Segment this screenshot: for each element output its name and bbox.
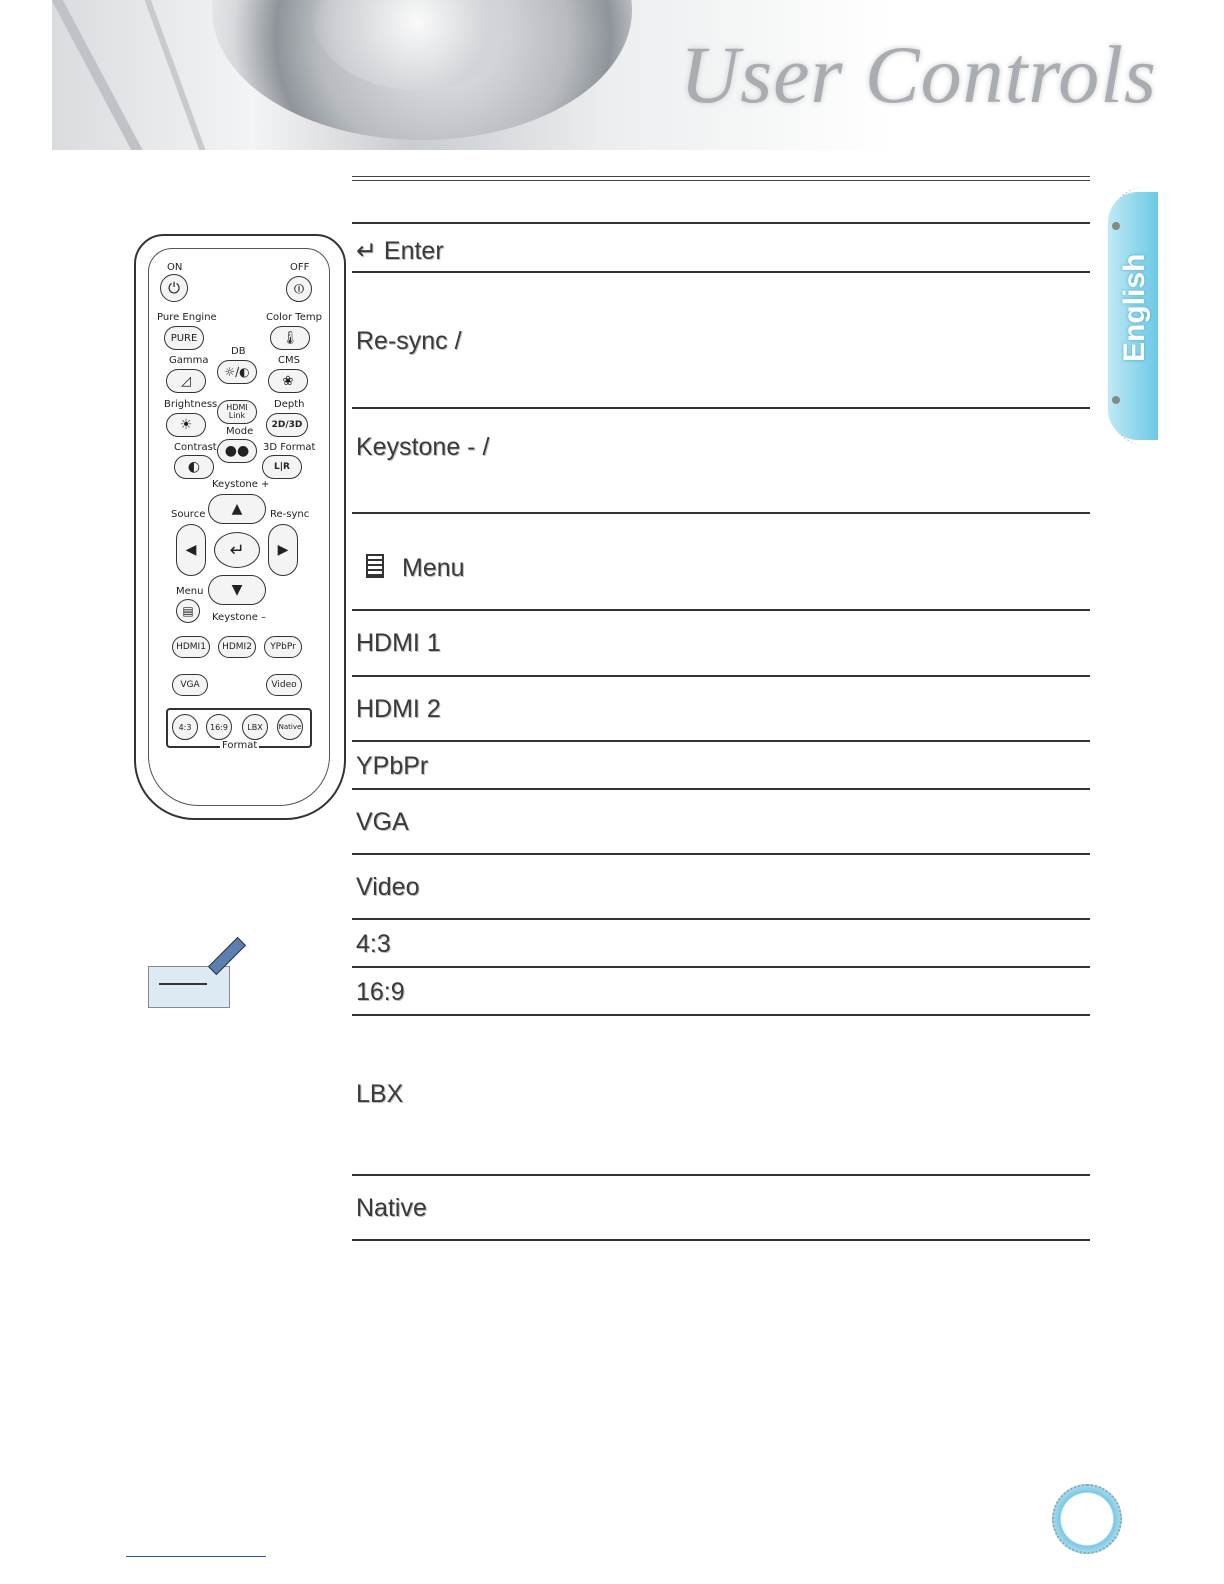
table-row-label: Video <box>356 873 420 901</box>
remote-button-4-3: 4:3 <box>172 714 198 740</box>
remote-label-contrast: Contrast <box>174 442 217 453</box>
table-row <box>352 271 1090 407</box>
arrow-up-icon: ▲ <box>208 494 266 524</box>
table-row <box>352 740 1090 788</box>
remote-button-pure: PURE <box>164 326 204 350</box>
table-row <box>352 512 1090 609</box>
contrast-icon: ◐ <box>174 455 214 479</box>
table-row <box>352 966 1090 1014</box>
table-row-label <box>356 554 465 583</box>
remote-button-native: Native <box>277 714 303 740</box>
table-row <box>352 918 1090 966</box>
table-row-label: Native <box>356 1194 427 1222</box>
remote-label-resync: Re-sync <box>270 509 310 520</box>
banner-decoration <box>52 0 146 150</box>
power-off-icon: ⏼ <box>286 276 312 302</box>
enter-icon: ↵ <box>214 532 260 568</box>
arrow-down-icon: ▼ <box>208 575 266 605</box>
remote-button-video: Video <box>266 674 302 696</box>
remote-label-menu: Menu <box>176 586 204 597</box>
table-row-label: Re-sync / <box>356 327 462 355</box>
table-row-label: HDMI 2 <box>356 695 441 723</box>
divider <box>352 176 1090 181</box>
remote-label-keystone-minus: Keystone – <box>212 612 267 623</box>
remote-label-3d-format: 3D Format <box>263 442 316 453</box>
remote-label-mode: Mode <box>226 426 254 437</box>
banner-decoration <box>140 0 211 150</box>
arrow-right-icon: ▶ <box>268 524 298 576</box>
enter-icon: ↵ <box>356 237 377 265</box>
remote-button-ypbpr: YPbPr <box>264 636 302 658</box>
table-row-label: YPbPr <box>356 752 429 780</box>
remote-button-hdmi2: HDMI2 <box>218 636 256 658</box>
remote-label-off: OFF <box>290 262 310 273</box>
footer-rule <box>126 1556 266 1557</box>
page-number-badge <box>1052 1484 1122 1554</box>
mode-icon: ●● <box>217 439 257 463</box>
table-row-label: VGA <box>356 808 409 836</box>
remote-button-hdmi1: HDMI1 <box>172 636 210 658</box>
table-row <box>352 407 1090 512</box>
table-row <box>352 1014 1090 1174</box>
thermometer-icon: 🌡 <box>270 326 310 350</box>
remote-label-color-temp: Color Temp <box>266 312 322 323</box>
remote-label-db: DB <box>231 346 246 357</box>
note-line <box>159 983 207 985</box>
remote-button-2d3d: 2D/3D <box>266 413 308 437</box>
remote-button-lr: L|R <box>262 455 302 479</box>
arrow-left-icon: ◀ <box>176 524 206 576</box>
table-row-label: 4:3 <box>356 930 391 958</box>
remote-label-brightness: Brightness <box>164 399 218 410</box>
brightness-icon: ☀ <box>166 413 206 437</box>
remote-label-on: ON <box>167 262 183 273</box>
db-icon: ☼/◐ <box>217 360 257 384</box>
menu-label: Menu <box>402 554 465 582</box>
enter-label: Enter <box>383 237 444 265</box>
remote-button-lbx: LBX <box>242 714 268 740</box>
tab-dot <box>1112 222 1120 230</box>
remote-label-pure-engine: Pure Engine <box>157 312 217 323</box>
power-on-icon: ⏻ <box>160 274 188 302</box>
table-row <box>352 788 1090 853</box>
table-row-label: Keystone - / <box>356 433 490 461</box>
gamma-icon: ◿ <box>166 369 206 393</box>
remote-label-source: Source <box>171 509 206 520</box>
table-row <box>352 675 1090 740</box>
language-tab-label: English <box>1118 253 1151 362</box>
remote-label-format: Format <box>222 740 258 751</box>
table-row-label: 16:9 <box>356 978 405 1006</box>
menu-icon: ▤ <box>176 599 200 623</box>
table-row <box>352 1174 1090 1241</box>
remote-label-cms: CMS <box>278 355 300 366</box>
page-title: User Controls <box>680 29 1157 120</box>
table-row <box>352 853 1090 918</box>
table-row <box>352 609 1090 675</box>
cms-icon: ❀ <box>268 369 308 393</box>
controls-table <box>352 222 1090 1241</box>
remote-label-gamma: Gamma <box>169 355 209 366</box>
remote-button-hdmi-link: HDMI Link <box>217 400 257 424</box>
remote-label-keystone-plus: Keystone + <box>212 479 270 490</box>
menu-icon <box>366 554 384 578</box>
table-row-label: HDMI 1 <box>356 629 441 657</box>
table-row-label: LBX <box>356 1080 404 1108</box>
table-row <box>352 222 1090 271</box>
remote-button-vga: VGA <box>172 674 208 696</box>
table-row-label <box>356 236 444 266</box>
tab-dot <box>1112 396 1120 404</box>
remote-button-16-9: 16:9 <box>206 714 232 740</box>
remote-label-depth: Depth <box>274 399 305 410</box>
